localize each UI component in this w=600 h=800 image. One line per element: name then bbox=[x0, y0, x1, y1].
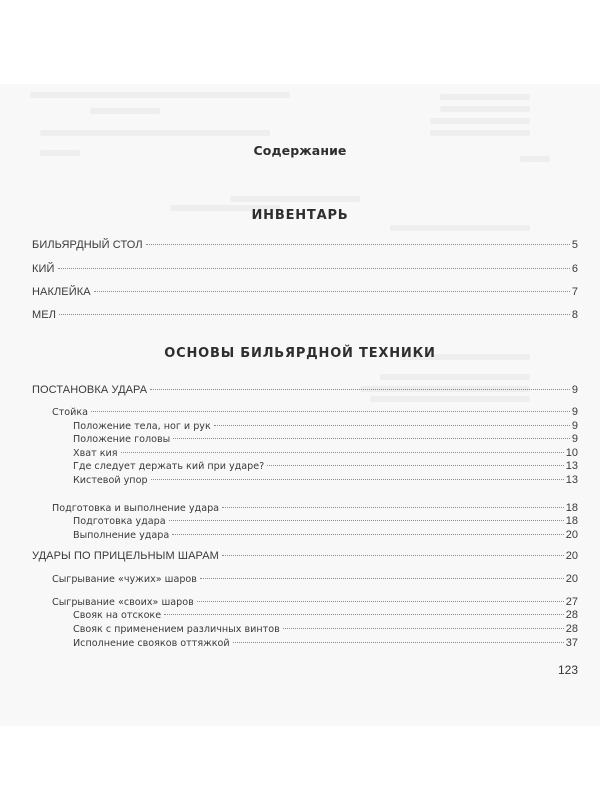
dot-leader bbox=[173, 438, 570, 439]
toc-entry-page: 20 bbox=[565, 550, 578, 562]
toc-entry[interactable] bbox=[0, 549, 600, 563]
toc-entry-page: 18 bbox=[565, 502, 578, 514]
toc-entry[interactable] bbox=[0, 572, 600, 586]
section-heading-billiard-technique: ОСНОВЫ БИЛЬЯРДНОЙ ТЕХНИКИ bbox=[164, 346, 436, 361]
show-through-mark bbox=[430, 130, 530, 136]
toc-entry-label: Свояк с применением различных винтов bbox=[73, 624, 280, 635]
toc-entry-label: Хват кия bbox=[73, 448, 118, 459]
show-through-mark bbox=[380, 374, 530, 380]
section-heading-inventory: ИНВЕНТАРЬ bbox=[251, 208, 349, 223]
toc-entry[interactable] bbox=[0, 383, 600, 397]
show-through-mark bbox=[90, 108, 160, 114]
dot-leader bbox=[172, 534, 564, 535]
dot-leader bbox=[121, 452, 564, 453]
toc-entry-label: Положение тела, ног и рук bbox=[73, 421, 211, 432]
toc-entry[interactable] bbox=[0, 528, 600, 542]
dot-leader bbox=[283, 628, 564, 629]
page-number: 123 bbox=[557, 663, 578, 677]
toc-entry-label: Сыгрывание «чужих» шаров bbox=[52, 574, 197, 585]
toc-entry-label: Где следует держать кий при ударе? bbox=[73, 461, 265, 472]
show-through-mark bbox=[40, 130, 270, 136]
toc-entry-page: 13 bbox=[565, 474, 578, 486]
show-through-mark bbox=[430, 118, 530, 124]
toc-entry-page: 13 bbox=[565, 460, 578, 472]
toc-entry[interactable] bbox=[0, 238, 600, 252]
toc-entry-label: Положение головы bbox=[73, 434, 171, 445]
toc-title: Содержание bbox=[253, 143, 347, 158]
toc-entry-label: Сыгрывание «своих» шаров bbox=[52, 597, 194, 608]
toc-entry-page: 6 bbox=[571, 263, 578, 275]
show-through-mark bbox=[440, 106, 530, 112]
show-through-mark bbox=[440, 94, 530, 100]
dot-leader bbox=[200, 578, 564, 579]
toc-entry-page: 9 bbox=[571, 406, 578, 418]
toc-entry[interactable] bbox=[0, 432, 600, 446]
dot-leader bbox=[58, 268, 570, 269]
toc-entry-page: 7 bbox=[571, 286, 578, 298]
toc-entry[interactable] bbox=[0, 514, 600, 528]
toc-entry-label: Кистевой упор bbox=[73, 475, 148, 486]
toc-entry-page: 8 bbox=[571, 309, 578, 321]
dot-leader bbox=[164, 614, 564, 615]
dot-leader bbox=[59, 314, 570, 315]
show-through-mark bbox=[390, 225, 530, 231]
toc-entry-label: БИЛЬЯРДНЫЙ СТОЛ bbox=[32, 239, 143, 251]
dot-leader bbox=[146, 244, 570, 245]
dot-leader bbox=[222, 507, 564, 508]
toc-entry[interactable] bbox=[0, 595, 600, 609]
dot-leader bbox=[197, 601, 564, 602]
dot-leader bbox=[222, 555, 564, 556]
dot-leader bbox=[151, 479, 564, 480]
toc-entry-label: Подготовка и выполнение удара bbox=[52, 503, 220, 514]
toc-entry-page: 37 bbox=[565, 637, 578, 649]
toc-entry-page: 5 bbox=[571, 239, 578, 251]
dot-leader bbox=[91, 411, 570, 412]
toc-entry[interactable] bbox=[0, 473, 600, 487]
dot-leader bbox=[267, 465, 563, 466]
toc-entry[interactable] bbox=[0, 622, 600, 636]
toc-entry-page: 9 bbox=[571, 384, 578, 396]
toc-entry[interactable] bbox=[0, 501, 600, 515]
toc-entry-label: Исполнение свояков оттяжкой bbox=[73, 638, 230, 649]
toc-entry-page: 20 bbox=[565, 573, 578, 585]
toc-entry-label: Подготовка удара bbox=[73, 516, 166, 527]
toc-entry[interactable] bbox=[0, 419, 600, 433]
toc-entry-page: 9 bbox=[571, 420, 578, 432]
toc-entry-page: 28 bbox=[565, 609, 578, 621]
dot-leader bbox=[94, 291, 570, 292]
toc-entry-label: Выполнение удара bbox=[73, 530, 170, 541]
toc-entry[interactable] bbox=[0, 405, 600, 419]
toc-entry[interactable] bbox=[0, 459, 600, 473]
toc-entry-label: ПОСТАНОВКА УДАРА bbox=[32, 384, 148, 396]
toc-entry-page: 20 bbox=[565, 529, 578, 541]
toc-entry-page: 27 bbox=[565, 596, 578, 608]
toc-entry[interactable] bbox=[0, 446, 600, 460]
dot-leader bbox=[150, 389, 570, 390]
show-through-mark bbox=[30, 92, 290, 98]
toc-entry-page: 18 bbox=[565, 515, 578, 527]
toc-entry-label: НАКЛЕЙКА bbox=[32, 286, 91, 298]
dot-leader bbox=[169, 520, 564, 521]
dot-leader bbox=[214, 425, 570, 426]
toc-entry[interactable] bbox=[0, 636, 600, 650]
toc-entry-label: Свояк на отскоке bbox=[73, 610, 162, 621]
toc-entry-page: 10 bbox=[565, 447, 578, 459]
toc-entry[interactable] bbox=[0, 308, 600, 322]
show-through-mark bbox=[230, 196, 360, 202]
toc-entry-page: 9 bbox=[571, 433, 578, 445]
toc-entry[interactable] bbox=[0, 608, 600, 622]
toc-entry-label: МЕЛ bbox=[32, 309, 57, 321]
dot-leader bbox=[233, 642, 564, 643]
toc-entry-page: 28 bbox=[565, 623, 578, 635]
toc-entry-label: КИЙ bbox=[32, 263, 55, 275]
toc-entry-label: Стойка bbox=[52, 407, 89, 418]
toc-entry[interactable] bbox=[0, 262, 600, 276]
toc-entry-label: УДАРЫ ПО ПРИЦЕЛЬНЫМ ШАРАМ bbox=[32, 550, 219, 562]
toc-entry[interactable] bbox=[0, 285, 600, 299]
